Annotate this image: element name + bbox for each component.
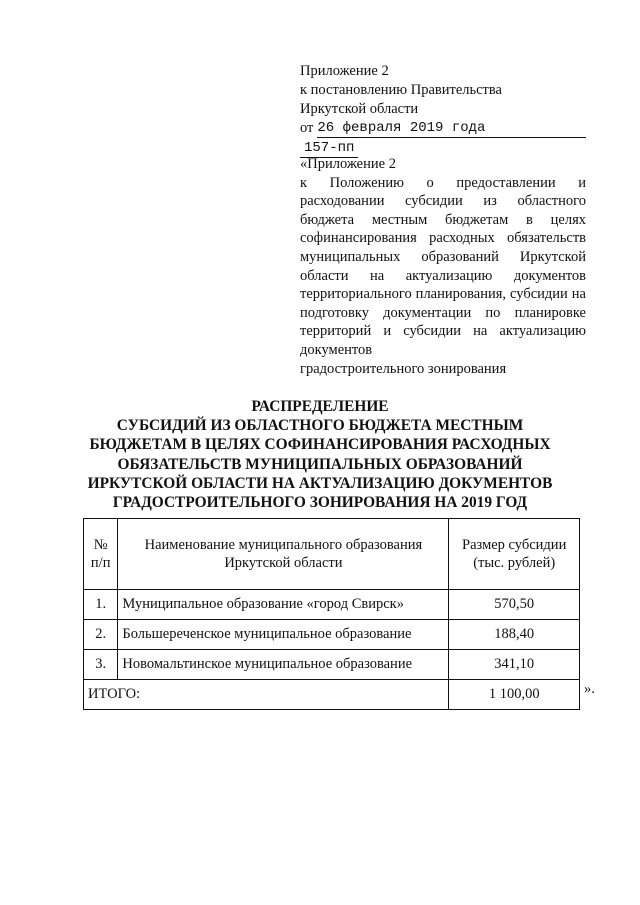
row-number: 2. [84,620,118,650]
row-amount: 341,10 [449,650,580,680]
header-name-line1: Наименование муниципального образования [144,537,423,553]
attachment-date-row [300,119,586,138]
attachment-region: Иркутской области [300,101,419,117]
heading-line: СУБСИДИЙ ИЗ ОБЛАСТНОГО БЮДЖЕТА МЕСТНЫМ [116,417,524,435]
header-name [118,519,449,590]
heading-line: ИРКУТСКОЙ ОБЛАСТИ НА АКТУАЛИЗАЦИЮ ДОКУМЕНТОВ [87,474,553,492]
heading-line: ГРАДОСТРОИТЕЛЬНОГО ЗОНИРОВАНИЯ НА 2019 ГОД [112,494,528,512]
attachment-resolution: к постановлению Правительства [300,82,502,98]
header-number [84,519,118,590]
total-amount: 1 100,00 [449,680,580,710]
table-row [84,620,580,650]
header-amount-line1: Размер субсидии [462,537,567,553]
date-value: 26 февраля 2019 года [317,120,586,138]
row-amount: 188,40 [449,620,580,650]
header-amount-line2: (тыс. рублей) [473,555,556,571]
row-number: 1. [84,590,118,620]
total-label: ИТОГО: [84,680,449,710]
row-name: Муниципальное образование «город Свирск» [118,590,449,620]
row-name: Большереченское муниципальное образование [118,620,449,650]
regulation-body: к Положению о предоставлении и расходовании субсидии из областного бюджета местным бюджетам в целях софинансирования расходных обязательств муниципальных образований Иркутской области на актуализацию документов территориального планирования, субсидии на подготовку документации по планировке территорий и субсидии на актуализацию документов [300,174,586,358]
regulation-title: «Приложение 2 [300,156,396,172]
regulation-block [300,155,586,378]
table-row [84,650,580,680]
regulation-body-end: градостроительного зонирования [300,360,507,377]
table-total-row [84,680,580,710]
heading-line: БЮДЖЕТАМ В ЦЕЛЯХ СОФИНАНСИРОВАНИЯ РАСХОДНЫХ [89,436,551,454]
table-header-row [84,519,580,590]
closing-quote-mark: ». [584,681,595,697]
date-prefix: от [300,120,314,136]
subsidy-table [83,518,580,710]
header-number-line2: п/п [90,555,111,571]
header-number-line1: № [93,537,108,553]
header-name-line2: Иркутской области [224,555,343,571]
heading-line: ОБЯЗАТЕЛЬСТВ МУНИЦИПАЛЬНЫХ ОБРАЗОВАНИЙ [117,455,523,473]
table-row [84,590,580,620]
document-heading [60,397,580,512]
heading-line: РАСПРЕДЕЛЕНИЕ [251,398,389,415]
row-amount: 570,50 [449,590,580,620]
attachment-title: Приложение 2 [300,63,389,79]
resolution-number: 157-пп [300,140,358,158]
attachment-block [300,62,586,158]
row-name: Новомальтинское муниципальное образование [118,650,449,680]
header-amount [449,519,580,590]
row-number: 3. [84,650,118,680]
